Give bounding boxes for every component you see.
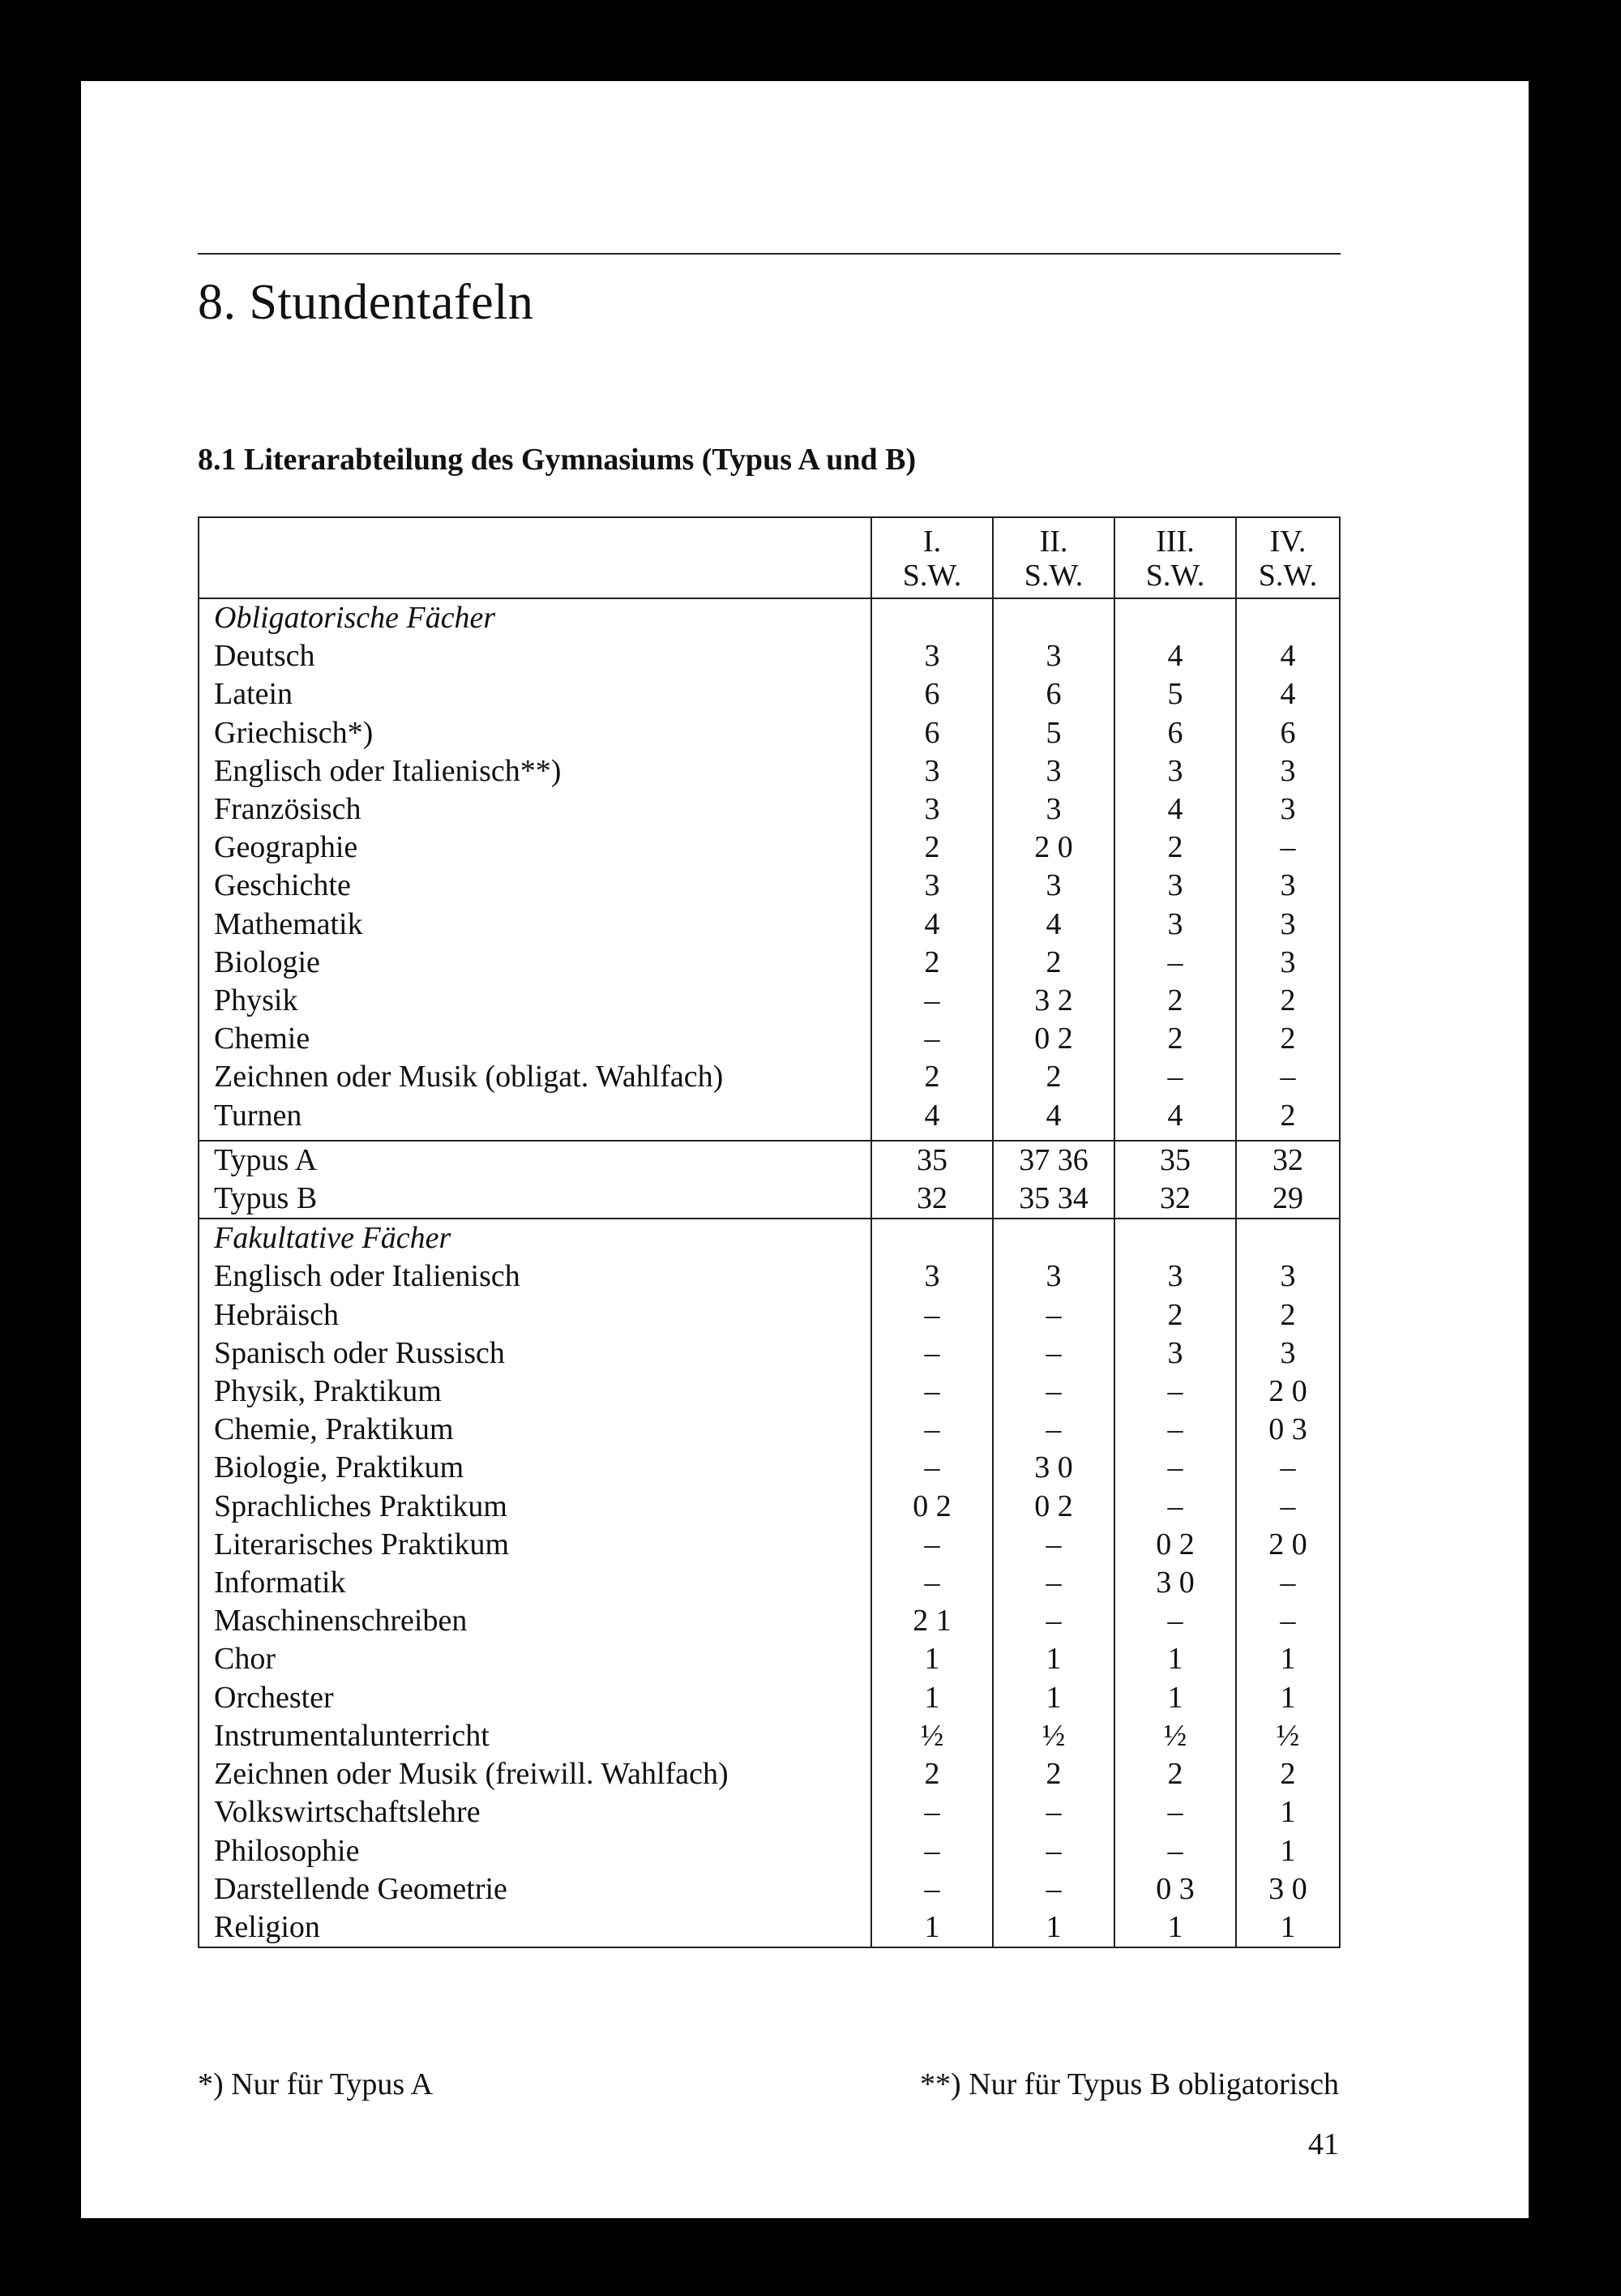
hours-class-4: – — [1236, 1564, 1340, 1602]
header-class-2-roman: II. — [1039, 525, 1068, 559]
hours-class-3: 32 — [1114, 1180, 1236, 1219]
hours-class-4: 4 — [1236, 637, 1340, 675]
hours-class-2: – — [993, 1870, 1114, 1908]
hours-class-2: 6 — [993, 675, 1114, 713]
hours-class-3: 5 — [1114, 675, 1236, 713]
hours-class-3: 2 — [1114, 1296, 1236, 1334]
subject-name: Geschichte — [214, 868, 351, 903]
subject-name: Maschinenschreiben — [214, 1604, 468, 1638]
header-class-4-roman: IV. — [1269, 525, 1307, 559]
hours-class-1: 1 — [871, 1908, 993, 1947]
hours-class-4: 3 — [1236, 944, 1340, 982]
subject-name: Latein — [214, 677, 293, 712]
hours-class-1: – — [871, 1870, 993, 1908]
hours-class-3: 0 3 — [1114, 1870, 1236, 1908]
header-class-4-unit: S.W. — [1258, 559, 1318, 593]
schedule-table — [198, 516, 1341, 1948]
subject-name: Typus B — [214, 1181, 318, 1216]
hours-class-4: 2 — [1236, 1296, 1340, 1334]
subject-name: Chemie, Praktikum — [214, 1412, 454, 1447]
hours-class-2: 1 — [993, 1908, 1114, 1947]
hours-class-2: 0 2 — [993, 1488, 1114, 1526]
hours-class-3: 1 — [1114, 1640, 1236, 1678]
hours-class-2: 3 — [993, 752, 1114, 790]
hours-class-3: 35 — [1114, 1141, 1236, 1180]
hours-class-4: 29 — [1236, 1180, 1340, 1219]
hours-class-2: 2 0 — [993, 829, 1114, 867]
hours-class-3: 2 — [1114, 1755, 1236, 1793]
subject-name: Physik, Praktikum — [214, 1374, 442, 1409]
hours-class-3: 1 — [1114, 1908, 1236, 1947]
hours-class-1: 35 — [871, 1141, 993, 1180]
hours-class-3: 4 — [1114, 1097, 1236, 1141]
hours-class-4: 1 — [1236, 1832, 1340, 1870]
header-class-3 — [1114, 517, 1236, 598]
subject-name: Englisch oder Italienisch**) — [214, 753, 562, 788]
schedule-table-container — [198, 516, 1339, 1948]
hours-class-4: 2 — [1236, 1755, 1340, 1793]
subject-name: Hebräisch — [214, 1297, 340, 1332]
subject-row — [199, 1526, 1340, 1564]
hours-class-1: – — [871, 982, 993, 1020]
hours-class-1: – — [871, 1526, 993, 1564]
hours-class-3: 2 — [1114, 1020, 1236, 1058]
table-header — [199, 517, 1340, 598]
hours-class-3: – — [1114, 1373, 1236, 1411]
document-page — [81, 81, 1529, 2218]
hours-class-2: 4 — [993, 906, 1114, 944]
hours-class-1: – — [871, 1373, 993, 1411]
hours-class-1: 1 — [871, 1679, 993, 1717]
hours-class-3: 3 — [1114, 867, 1236, 905]
hours-class-2: – — [993, 1296, 1114, 1334]
header-class-2 — [993, 517, 1114, 598]
subject-row — [199, 1058, 1340, 1096]
hours-class-2: – — [993, 1564, 1114, 1602]
subject-row — [199, 1832, 1340, 1870]
total-row — [199, 1141, 1340, 1180]
hours-class-4: 3 — [1236, 906, 1340, 944]
subject-name: Zeichnen oder Musik (obligat. Wahlfach) — [214, 1060, 724, 1094]
subject-row — [199, 1793, 1340, 1831]
hours-class-3: 3 0 — [1114, 1564, 1236, 1602]
hours-class-1: ½ — [871, 1717, 993, 1755]
subject-row — [199, 752, 1340, 790]
subject-name: Volkswirtschaftslehre — [214, 1795, 481, 1830]
hours-class-1: 0 2 — [871, 1488, 993, 1526]
chapter-title: 8. Stundentafeln — [198, 275, 534, 330]
hours-class-4: 4 — [1236, 675, 1340, 713]
hours-class-2: 37 36 — [993, 1141, 1114, 1180]
hours-class-2: 2 — [993, 944, 1114, 982]
subject-name: Physik — [214, 983, 298, 1018]
subject-row — [199, 1449, 1340, 1487]
subject-name: Geographie — [214, 830, 358, 865]
hours-class-4: – — [1236, 1488, 1340, 1526]
hours-class-4: – — [1236, 829, 1340, 867]
subject-row — [199, 906, 1340, 944]
section-title: 8.1 Literarabteilung des Gymnasiums (Typus A und B) — [198, 443, 917, 477]
hours-class-3: – — [1114, 1449, 1236, 1487]
subject-row — [199, 1488, 1340, 1526]
subject-name: Biologie — [214, 945, 320, 979]
hours-class-3: – — [1114, 1832, 1236, 1870]
hours-class-4: 2 — [1236, 1097, 1340, 1141]
header-class-1-roman: I. — [922, 525, 942, 559]
hours-class-2: – — [993, 1602, 1114, 1640]
subject-name: Englisch oder Italienisch — [214, 1259, 520, 1294]
hours-class-1: 1 — [871, 1640, 993, 1678]
subject-name: Deutsch — [214, 639, 315, 674]
hours-class-3: 2 — [1114, 829, 1236, 867]
subject-name: Chemie — [214, 1022, 310, 1056]
subject-row — [199, 1020, 1340, 1058]
hours-class-1: 3 — [871, 867, 993, 905]
hours-class-3: 4 — [1114, 637, 1236, 675]
subject-row — [199, 944, 1340, 982]
hours-class-3: – — [1114, 1602, 1236, 1640]
hours-class-4: 32 — [1236, 1141, 1340, 1180]
hours-class-3: 1 — [1114, 1679, 1236, 1717]
hours-class-1: 2 — [871, 1058, 993, 1096]
page-number: 41 — [1308, 2127, 1339, 2161]
hours-class-2: 3 — [993, 867, 1114, 905]
header-class-4 — [1236, 517, 1340, 598]
hours-class-3: 3 — [1114, 752, 1236, 790]
subject-name: Philosophie — [214, 1833, 360, 1868]
subject-name: Sprachliches Praktikum — [214, 1489, 507, 1523]
hours-class-4: 3 — [1236, 1257, 1340, 1296]
subject-row — [199, 1334, 1340, 1373]
header-class-3-roman: III. — [1156, 525, 1195, 559]
total-row — [199, 1180, 1340, 1219]
category-heading-optional: Fakultative Fächer — [199, 1219, 871, 1257]
header-row — [199, 517, 1340, 598]
subject-name: Literarisches Praktikum — [214, 1527, 510, 1561]
hours-class-4: 3 — [1236, 790, 1340, 829]
footnote-typus-b: **) Nur für Typus B obligatorisch — [920, 2067, 1339, 2101]
hours-class-1: 2 — [871, 944, 993, 982]
header-class-1 — [871, 517, 993, 598]
hours-class-3: 2 — [1114, 982, 1236, 1020]
hours-class-4: 2 0 — [1236, 1526, 1340, 1564]
hours-class-3: – — [1114, 1058, 1236, 1096]
hours-class-3: ½ — [1114, 1717, 1236, 1755]
hours-class-1: – — [871, 1449, 993, 1487]
subject-name: Biologie, Praktikum — [214, 1450, 464, 1485]
obligatory-subjects-section — [199, 598, 1340, 1141]
hours-class-4: 1 — [1236, 1908, 1340, 1947]
hours-class-2: – — [993, 1411, 1114, 1449]
hours-class-1: 4 — [871, 1097, 993, 1141]
hours-class-2: 3 — [993, 1257, 1114, 1296]
subject-row — [199, 1373, 1340, 1411]
hours-class-4: 2 0 — [1236, 1373, 1340, 1411]
hours-class-4: 1 — [1236, 1793, 1340, 1831]
hours-class-4: 2 — [1236, 982, 1340, 1020]
hours-class-1: – — [871, 1334, 993, 1373]
hours-class-2: 3 — [993, 790, 1114, 829]
hours-class-2: – — [993, 1793, 1114, 1831]
hours-class-1: 3 — [871, 752, 993, 790]
hours-class-3: 3 — [1114, 1334, 1236, 1373]
hours-class-4: ½ — [1236, 1717, 1340, 1755]
footnote-typus-a: *) Nur für Typus A — [198, 2067, 434, 2101]
hours-class-2: 0 2 — [993, 1020, 1114, 1058]
header-class-3-unit: S.W. — [1145, 559, 1205, 593]
hours-class-1: – — [871, 1296, 993, 1334]
subject-name: Orchester — [214, 1680, 334, 1715]
hours-class-2: – — [993, 1373, 1114, 1411]
subject-name: Französisch — [214, 792, 361, 827]
hours-class-4: 1 — [1236, 1679, 1340, 1717]
hours-class-2: 1 — [993, 1679, 1114, 1717]
hours-class-3: – — [1114, 1793, 1236, 1831]
category-row-optional — [199, 1219, 1340, 1257]
subject-row — [199, 1679, 1340, 1717]
hours-class-1: – — [871, 1411, 993, 1449]
hours-class-1: – — [871, 1020, 993, 1058]
subject-row — [199, 1755, 1340, 1793]
subject-row — [199, 714, 1340, 752]
hours-class-4: – — [1236, 1058, 1340, 1096]
hours-class-1: 4 — [871, 906, 993, 944]
subject-row — [199, 1257, 1340, 1296]
hours-class-1: 2 — [871, 1755, 993, 1793]
subject-row — [199, 867, 1340, 905]
hours-class-1: – — [871, 1793, 993, 1831]
subject-name: Griechisch*) — [214, 715, 374, 750]
hours-class-2: 4 — [993, 1097, 1114, 1141]
subject-row — [199, 1097, 1340, 1141]
subject-row — [199, 1296, 1340, 1334]
hours-class-1: 32 — [871, 1180, 993, 1219]
hours-class-2: ½ — [993, 1717, 1114, 1755]
hours-class-2: 3 2 — [993, 982, 1114, 1020]
hours-class-4: 0 3 — [1236, 1411, 1340, 1449]
subject-name: Zeichnen oder Musik (freiwill. Wahlfach) — [214, 1757, 729, 1792]
hours-class-4: 6 — [1236, 714, 1340, 752]
header-class-1-unit: S.W. — [902, 559, 962, 593]
subject-name: Informatik — [214, 1566, 346, 1600]
hours-class-1: 3 — [871, 790, 993, 829]
hours-class-3: 3 — [1114, 1257, 1236, 1296]
totals-section — [199, 1141, 1340, 1219]
header-class-2-unit: S.W. — [1024, 559, 1084, 593]
subject-row — [199, 1411, 1340, 1449]
hours-class-3: – — [1114, 1488, 1236, 1526]
subject-row — [199, 1908, 1340, 1947]
hours-class-1: – — [871, 1832, 993, 1870]
hours-class-2: 5 — [993, 714, 1114, 752]
subject-row — [199, 1602, 1340, 1640]
hours-class-3: 0 2 — [1114, 1526, 1236, 1564]
hours-class-4: 3 — [1236, 752, 1340, 790]
hours-class-1: 6 — [871, 714, 993, 752]
subject-row — [199, 790, 1340, 829]
hours-class-2: 3 0 — [993, 1449, 1114, 1487]
hours-class-1: 6 — [871, 675, 993, 713]
hours-class-3: – — [1114, 1411, 1236, 1449]
hours-class-2: – — [993, 1334, 1114, 1373]
hours-class-1: 3 — [871, 637, 993, 675]
subject-row — [199, 1640, 1340, 1678]
hours-class-4: 3 0 — [1236, 1870, 1340, 1908]
hours-class-4: 3 — [1236, 1334, 1340, 1373]
optional-subjects-section — [199, 1219, 1340, 1947]
hours-class-3: 3 — [1114, 906, 1236, 944]
subject-name: Chor — [214, 1642, 276, 1677]
hours-class-3: 6 — [1114, 714, 1236, 752]
hours-class-1: 2 1 — [871, 1602, 993, 1640]
subject-name: Spanisch oder Russisch — [214, 1335, 505, 1370]
hours-class-4: – — [1236, 1449, 1340, 1487]
subject-row — [199, 982, 1340, 1020]
hours-class-2: 2 — [993, 1058, 1114, 1096]
hours-class-1: 3 — [871, 1257, 993, 1296]
subject-name: Turnen — [214, 1098, 302, 1133]
hours-class-1: – — [871, 1564, 993, 1602]
subject-name: Instrumentalunterricht — [214, 1718, 490, 1753]
subject-row — [199, 637, 1340, 675]
top-rule — [198, 253, 1341, 255]
subject-row — [199, 829, 1340, 867]
hours-class-4: 3 — [1236, 867, 1340, 905]
hours-class-1: 2 — [871, 829, 993, 867]
hours-class-4: 1 — [1236, 1640, 1340, 1678]
hours-class-2: 2 — [993, 1755, 1114, 1793]
hours-class-4: – — [1236, 1602, 1340, 1640]
hours-class-3: 4 — [1114, 790, 1236, 829]
category-row-obligatory — [199, 598, 1340, 637]
subject-name: Religion — [214, 1909, 320, 1944]
subject-row — [199, 1564, 1340, 1602]
subject-row — [199, 1717, 1340, 1755]
hours-class-2: 1 — [993, 1640, 1114, 1678]
subject-row — [199, 675, 1340, 713]
subject-name: Darstellende Geometrie — [214, 1871, 507, 1906]
hours-class-3: – — [1114, 944, 1236, 982]
hours-class-2: 3 — [993, 637, 1114, 675]
header-subject-empty — [199, 517, 871, 598]
category-heading-obligatory: Obligatorische Fächer — [214, 601, 496, 635]
subject-row — [199, 1870, 1340, 1908]
subject-name: Typus A — [199, 1141, 871, 1180]
hours-class-4: 2 — [1236, 1020, 1340, 1058]
hours-class-2: – — [993, 1526, 1114, 1564]
subject-name: Mathematik — [214, 906, 363, 941]
hours-class-2: 35 34 — [993, 1180, 1114, 1219]
hours-class-2: – — [993, 1832, 1114, 1870]
